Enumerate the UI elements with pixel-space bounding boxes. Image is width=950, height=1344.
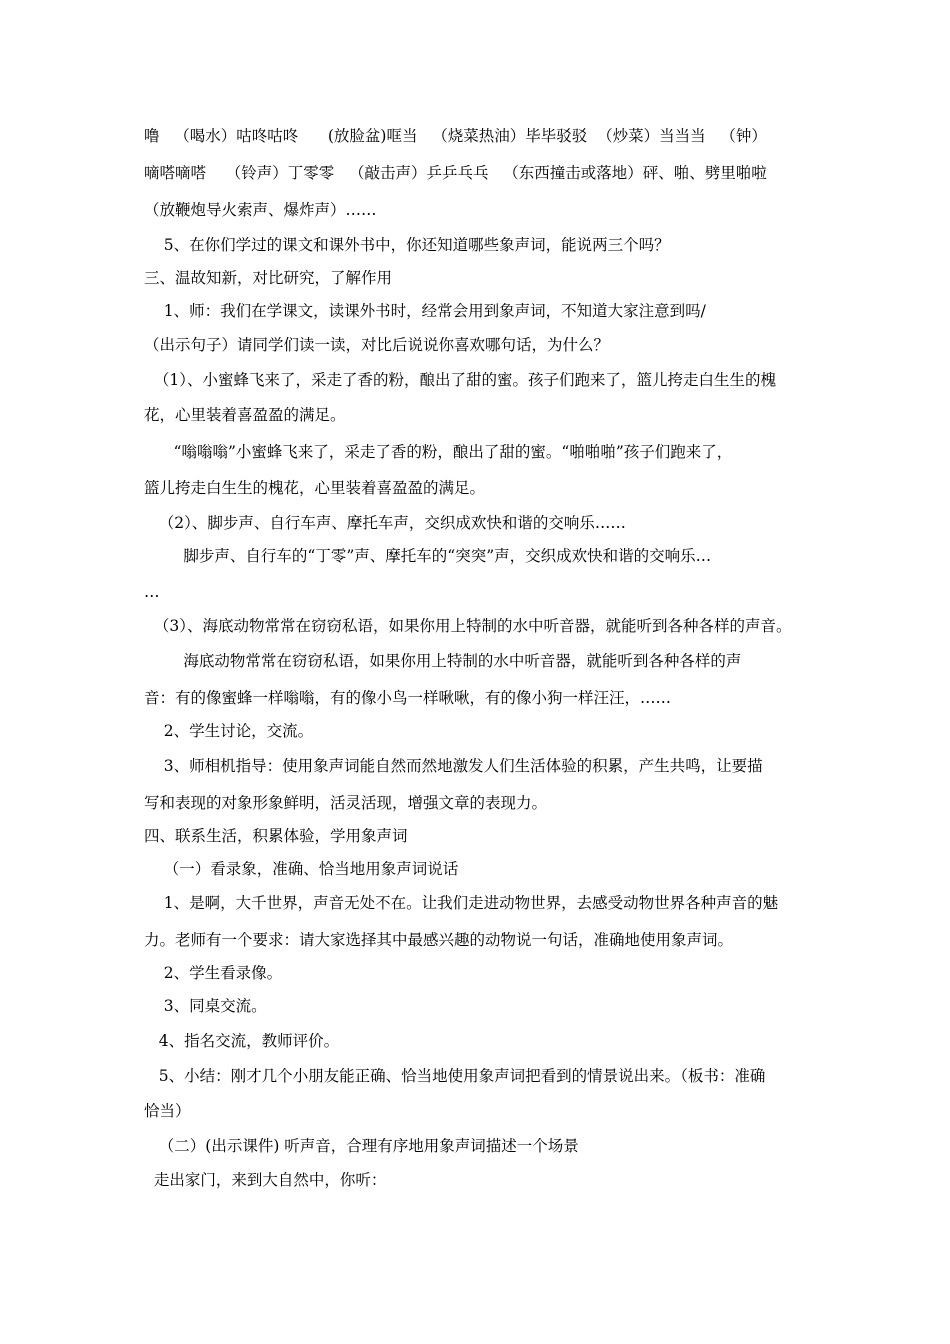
text-line-16: 海底动物常常在窃窃私语，如果你用上特制的水中听音器，就能听到各种各样的声 bbox=[144, 652, 742, 670]
text-line-26: 3、同桌交流。 bbox=[144, 997, 267, 1015]
text-line-7: （出示句子）请同学们读一读，对比后说说你喜欢哪句话，为什么？ bbox=[144, 336, 610, 354]
text-line-14: … bbox=[144, 583, 160, 601]
text-line-23: 1、是啊，大千世界，声音无处不在。让我们走进动物世界，去感受动物世界各种声音的魅 bbox=[144, 894, 779, 912]
text-line-10: “嗡嗡嗡”小蜜蜂飞来了，采走了香的粉，酿出了甜的蜜。“啪啪啪”孩子们跑来了， bbox=[144, 443, 733, 461]
text-line-20: 写和表现的对象形象鲜明，活灵活现，增强文章的表现力。 bbox=[144, 794, 548, 812]
text-line-19: 3、师相机指导：使用象声词能自然而然地激发人们生活体验的积累，产生共鸣，让要描 bbox=[144, 757, 763, 775]
text-line-27: 4、指名交流，教师评价。 bbox=[144, 1032, 340, 1050]
text-line-12: （2）、脚步声、自行车声、摩托车声，交织成欢快和谐的交响乐…… bbox=[144, 514, 626, 532]
text-line-9: 花，心里装着喜盈盈的满足。 bbox=[144, 406, 346, 424]
section-heading-three: 三、温故知新，对比研究，了解作用 bbox=[144, 269, 393, 287]
subsection-heading-one: （一）看录象，准确、恰当地用象声词说话 bbox=[144, 860, 459, 878]
subsection-heading-two: （二）(出示课件) 听声音，合理有序地用象声词描述一个场景 bbox=[144, 1137, 579, 1155]
text-line-28: 5、小结：刚才几个小朋友能正确、恰当地使用象声词把看到的情景说出来。（板书：准确 bbox=[144, 1067, 766, 1085]
text-line-15: （3）、海底动物常常在窃窃私语，如果你用上特制的水中听音器，就能听到各种各样的声音。 bbox=[144, 617, 792, 635]
text-line-29: 恰当） bbox=[144, 1102, 191, 1120]
text-line-24: 力。老师有一个要求：请大家选择其中最感兴趣的动物说一句话，准确地使用象声词。 bbox=[144, 931, 734, 949]
text-line-13: 脚步声、自行车的“丁零”声、摩托车的“突突”声，交织成欢快和谐的交响乐… bbox=[144, 547, 712, 565]
text-line-18: 2、学生讨论，交流。 bbox=[144, 722, 314, 740]
text-line-4: 5、在你们学过的课文和课外书中，你还知道哪些象声词，能说两三个吗？ bbox=[144, 236, 670, 254]
text-line-17: 音：有的像蜜蜂一样嗡嗡，有的像小鸟一样啾啾，有的像小狗一样汪汪，…… bbox=[144, 689, 672, 707]
text-line-6: 1、师：我们在学课文，读课外书时，经常会用到象声词，不知道大家注意到吗/ bbox=[144, 302, 706, 320]
text-line-1: 噜 （喝水）咕咚咕咚 (放脸盆)哐当 （烧菜热油）毕毕驳驳 （炒菜）当当当 （钟） bbox=[144, 127, 767, 145]
text-line-11: 篮儿挎走白生生的槐花，心里装着喜盈盈的满足。 bbox=[144, 479, 486, 497]
text-line-2: 嘀嗒嘀嗒 （铃声）丁零零 （敲击声）乒乒乓乓 （东西撞击或落地）砰、啪、劈里啪啦 bbox=[144, 164, 767, 182]
section-heading-four: 四、联系生活，积累体验，学用象声词 bbox=[144, 827, 408, 845]
text-line-8: （1）、小蜜蜂飞来了，采走了香的粉，酿出了甜的蜜。孩子们跑来了，篮儿挎走白生生的槐 bbox=[144, 371, 776, 389]
text-line-3: （放鞭炮导火索声、爆炸声）…… bbox=[144, 201, 377, 219]
text-line-25: 2、学生看录像。 bbox=[144, 964, 283, 982]
text-line-31: 走出家门，来到大自然中，你听： bbox=[144, 1171, 387, 1189]
